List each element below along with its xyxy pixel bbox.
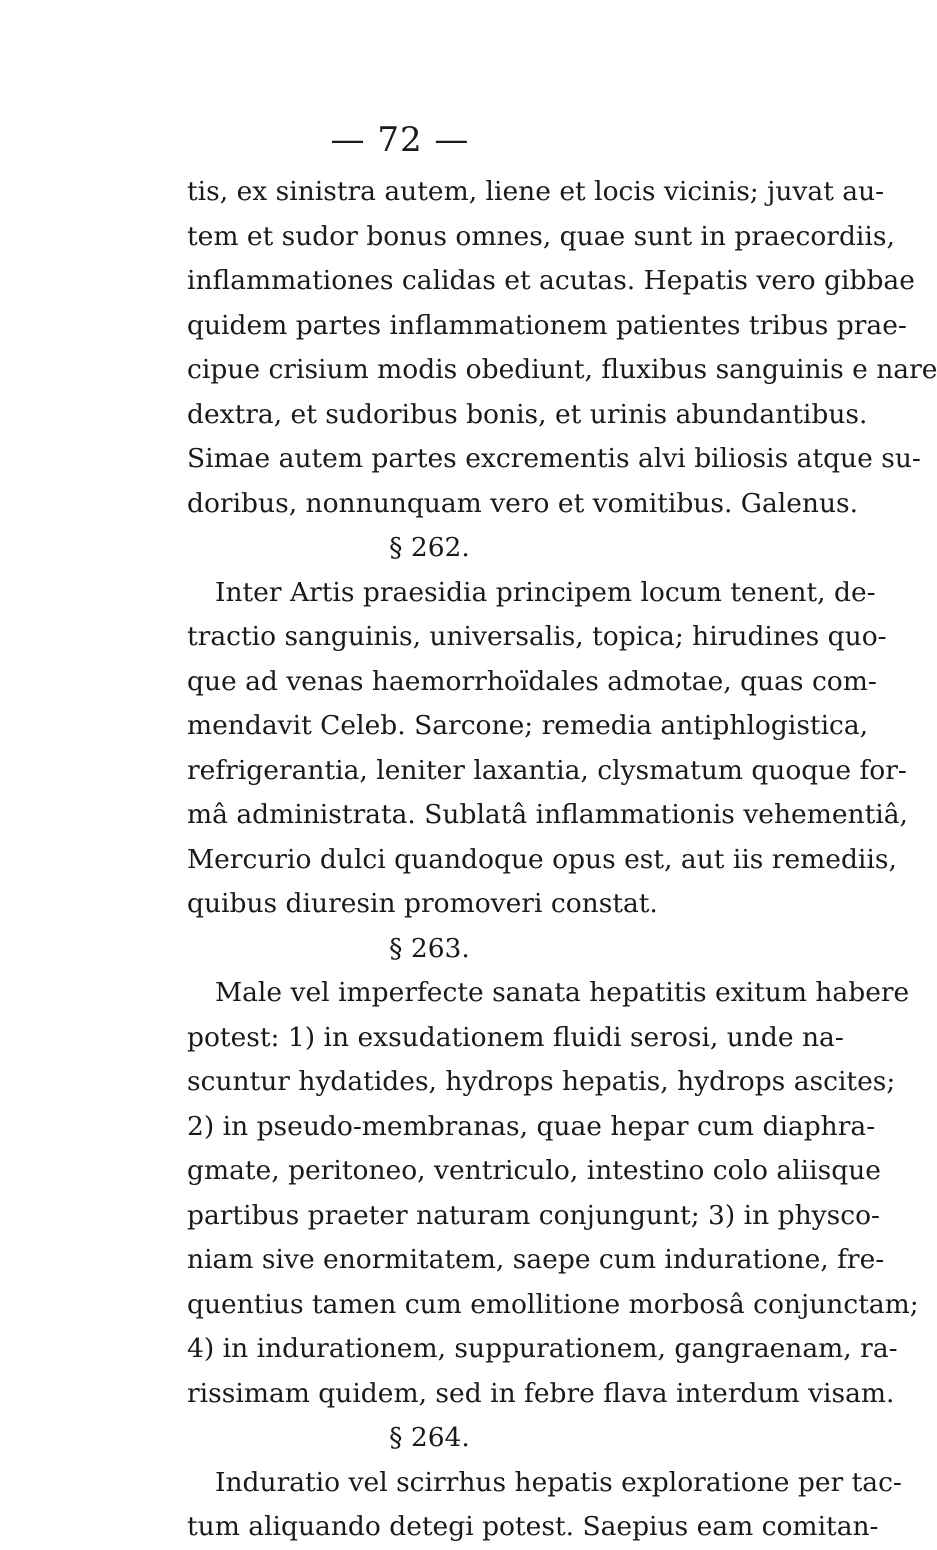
text-line: gmate, peritoneo, ventriculo, intestino colo aliisque <box>187 1155 881 1186</box>
body-text <box>187 170 937 1550</box>
text-line: potest: 1) in exsudationem fluidi serosi, unde na- <box>187 1021 844 1053</box>
text-line: 2) in pseudo-membranas, quae hepar cum diaphra- <box>187 1110 876 1142</box>
text-line: Inter Artis praesidia principem locum tenent, de- <box>215 576 876 608</box>
text-line: 4) in indurationem, suppurationem, gangraenam, ra- <box>187 1333 898 1364</box>
text-line: tis, ex sinistra autem, liene et locis vicinis; juvat au- <box>187 176 885 207</box>
text-line: niam sive enormitatem, saepe cum induratione, fre- <box>187 1244 885 1275</box>
text-line: inflammationes calidas et acutas. Hepatis vero gibbae <box>187 265 915 296</box>
text-line: mendavit Celeb. Sarcone; remedia antiphlogistica, <box>187 710 869 741</box>
section-number: § 262. <box>389 532 470 563</box>
section-heading <box>187 1416 762 1461</box>
section-heading <box>187 927 762 972</box>
text-line: Simae autem partes excrementis alvi biliosis atque su- <box>187 443 921 474</box>
text-line: quidem partes inflammationem patientes tribus prae- <box>187 309 907 341</box>
text-line: doribus, nonnunquam vero et vomitibus. Galenus. <box>187 487 859 519</box>
text-line: tem et sudor bonus omnes, quae sunt in praecordiis, <box>187 220 895 252</box>
section-number: § 263. <box>389 932 470 964</box>
text-line: partibus praeter naturam conjungunt; 3) in physco- <box>187 1199 880 1231</box>
text-line: scuntur hydatides, hydrops hepatis, hydrops ascites; <box>187 1066 896 1097</box>
text-line: que ad venas haemorrhoïdales admotae, quas com- <box>187 665 877 697</box>
text-line: Induratio vel scirrhus hepatis exploratione per tac- <box>215 1466 902 1498</box>
section-number: § 264. <box>389 1422 470 1453</box>
text-line: quibus diuresin promoveri constat. <box>187 888 658 919</box>
text-line: Male vel imperfecte sanata hepatitis exitum habere <box>215 977 910 1008</box>
text-line: quentius tamen cum emollitione morbosâ conjunctam; <box>187 1288 919 1320</box>
text-line: rissimam quidem, sed in febre flava interdum visam. <box>187 1377 895 1409</box>
page-number: — 72 — <box>330 120 470 160</box>
text-line: Mercurio dulci quandoque opus est, aut iis remediis, <box>187 843 897 875</box>
text-line: dextra, et sudoribus bonis, et urinis abundantibus. <box>187 398 868 430</box>
text-line: cipue crisium modis obediunt, fluxibus sanguinis e nare <box>187 354 937 385</box>
text-line: tractio sanguinis, universalis, topica; hirudines quo- <box>187 621 887 652</box>
text-line: tum aliquando detegi potest. Saepius eam comitan- <box>187 1511 879 1542</box>
text-line: refrigerantia, leniter laxantia, clysmatum quoque for- <box>187 754 907 786</box>
text-line: mâ administrata. Sublatâ inflammationis vehementiâ, <box>187 799 908 830</box>
section-heading <box>187 526 762 571</box>
